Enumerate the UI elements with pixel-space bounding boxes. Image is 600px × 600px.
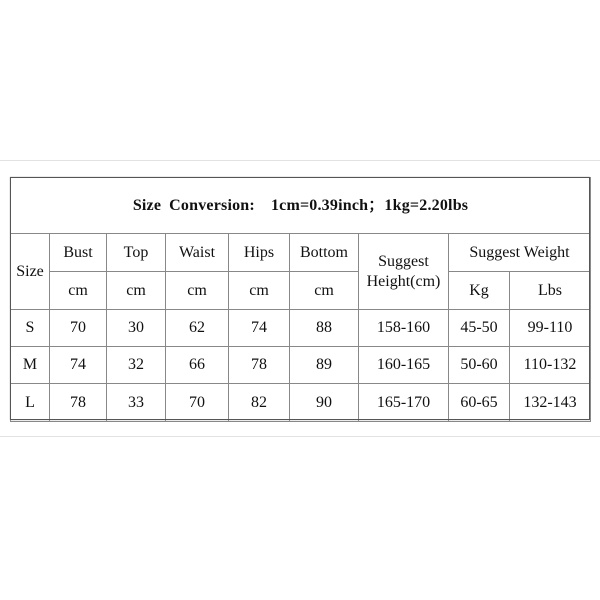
row-bottom: 89 [290,347,359,384]
row-hips: 74 [229,310,290,347]
title-size-word: Size [132,196,162,214]
unit-kg: Kg [449,272,510,310]
bottom-rule [0,436,600,437]
header-top: Top [107,234,166,272]
row-hips: 78 [229,347,290,384]
row-top: 33 [107,384,166,422]
title-conversion-word: Conversion: [169,196,255,214]
row-kg: 60-65 [449,384,510,422]
table-frame [10,177,590,420]
top-rule [0,160,600,161]
row-kg: 45-50 [449,310,510,347]
row-height: 165-170 [359,384,449,422]
row-lbs: 132-143 [510,384,591,422]
header-size: Size [11,234,50,310]
unit-lbs: Lbs [510,272,591,310]
title-conversion-text: 1cm=0.39inch；1kg=2.20lbs [270,196,469,214]
row-height: 158-160 [359,310,449,347]
row-size: M [11,347,50,384]
row-bottom: 88 [290,310,359,347]
row-size: L [11,384,50,422]
row-hips: 82 [229,384,290,422]
row-size: S [11,310,50,347]
header-suggest-height-line2: Height(cm) [366,272,441,290]
header-suggest-height-line1: Suggest [378,252,429,270]
row-top: 32 [107,347,166,384]
row-bust: 74 [50,347,107,384]
unit-waist: cm [166,272,229,310]
row-kg: 50-60 [449,347,510,384]
header-suggest-weight: Suggest Weight [449,234,591,272]
header-hips: Hips [229,234,290,272]
unit-top: cm [107,272,166,310]
unit-bust: cm [50,272,107,310]
header-bust: Bust [50,234,107,272]
unit-bottom: cm [290,272,359,310]
header-bottom: Bottom [290,234,359,272]
row-waist: 62 [166,310,229,347]
row-bottom: 90 [290,384,359,422]
row-top: 30 [107,310,166,347]
unit-hips: cm [229,272,290,310]
row-lbs: 110-132 [510,347,591,384]
row-waist: 70 [166,384,229,422]
row-lbs: 99-110 [510,310,591,347]
row-bust: 78 [50,384,107,422]
row-waist: 66 [166,347,229,384]
header-waist: Waist [166,234,229,272]
row-height: 160-165 [359,347,449,384]
row-bust: 70 [50,310,107,347]
